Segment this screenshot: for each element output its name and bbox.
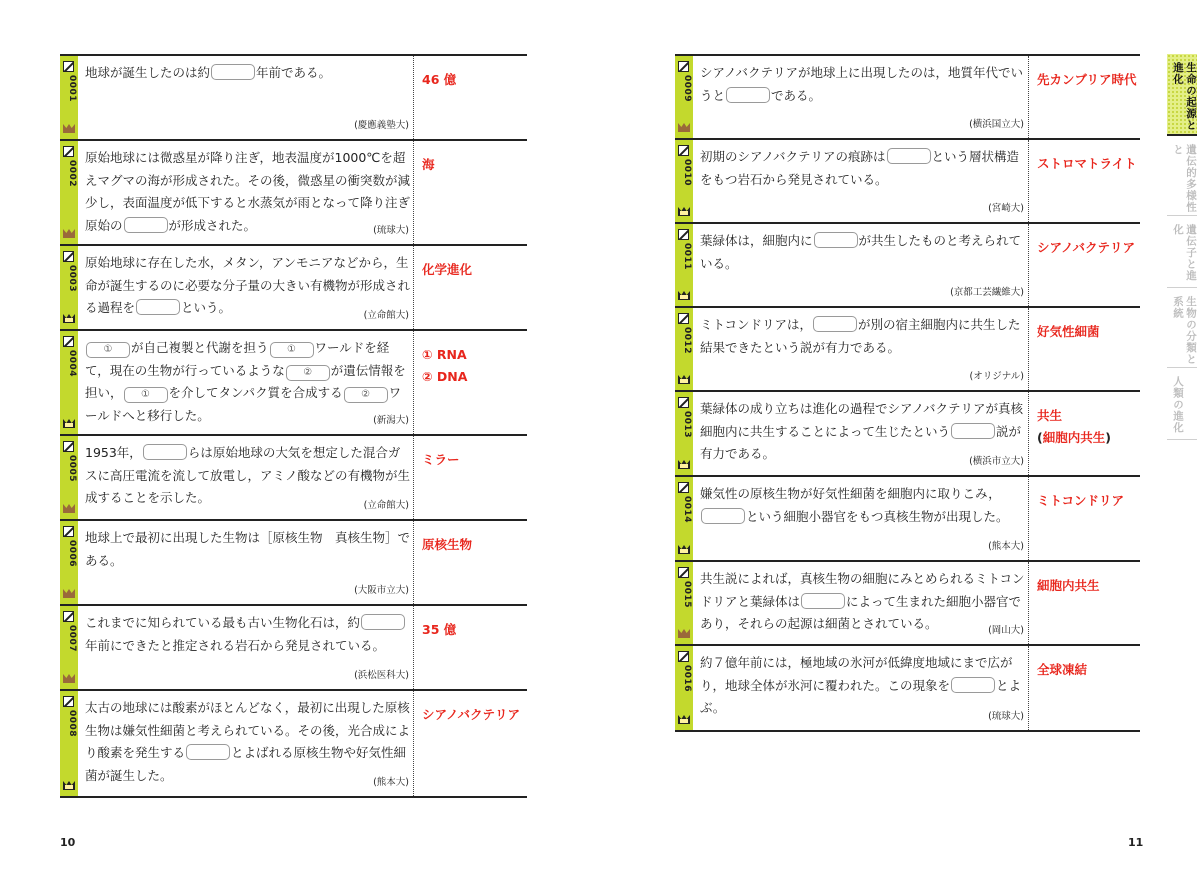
chapter-tab-label: 遺伝的多様性と — [1172, 144, 1197, 213]
answer — [1037, 659, 1087, 681]
answer — [1037, 321, 1100, 343]
answer-blank — [726, 87, 770, 103]
question-row — [60, 521, 527, 606]
question-number: 0015 — [682, 581, 692, 609]
question-text-part: が別の宿主細胞内に共生した結果できたという説が有力である。 — [700, 317, 1021, 355]
crown-icon — [63, 314, 75, 323]
dotted-divider — [413, 521, 414, 604]
answer — [422, 534, 472, 556]
answer-blank — [701, 508, 745, 524]
chapter-tab[interactable] — [1167, 136, 1197, 216]
question-text — [85, 331, 411, 427]
question-text-part: 約７億年前には，極地域の氷河が低緯度地域にまで広がり，地球全体が氷河に覆われた。この現象を — [700, 655, 1013, 693]
question-number: 0005 — [67, 455, 77, 483]
question-text-part: ミトコンドリアは， — [700, 317, 813, 332]
chapter-tab[interactable] — [1167, 288, 1197, 368]
checkbox-icon[interactable] — [678, 229, 689, 240]
dotted-divider — [1028, 562, 1029, 644]
checkbox-icon[interactable] — [63, 146, 74, 157]
question-text-part: という細胞小器官をもつ真核生物が出現した。 — [746, 508, 1009, 524]
question-row — [675, 646, 1140, 732]
chapter-tab[interactable] — [1167, 54, 1197, 136]
question-row — [675, 562, 1140, 646]
answer-line: 化学進化 — [422, 262, 473, 277]
answer-line: ミトコンドリア — [1037, 493, 1125, 508]
question-number: 0003 — [67, 265, 77, 293]
checkbox-icon[interactable] — [63, 336, 74, 347]
crown-icon — [678, 207, 690, 216]
question-band — [675, 224, 693, 306]
dotted-divider — [413, 246, 414, 329]
answer-blank: ① — [86, 342, 130, 358]
question-text-part: 嫌気性の原核生物が好気性細菌を細胞内に取りこみ， — [700, 486, 1001, 501]
checkbox-icon[interactable] — [63, 611, 74, 622]
question-band — [60, 691, 78, 796]
chapter-tab-label: 人類の進化 — [1172, 376, 1184, 434]
crown-icon — [678, 715, 690, 724]
source-label: (宮崎大) — [988, 203, 1024, 214]
answer-blank: ② — [286, 365, 330, 381]
question-band — [60, 246, 78, 329]
page-number-right: 11 — [1128, 836, 1144, 849]
crown-icon — [63, 229, 75, 238]
question-number: 0014 — [682, 496, 692, 524]
question-text-part: である。 — [771, 87, 822, 103]
question-text-part: 1953年， — [85, 445, 142, 460]
question-number: 0001 — [67, 75, 77, 103]
checkbox-icon[interactable] — [63, 696, 74, 707]
answer — [422, 449, 460, 471]
chapter-tab-label: 生物の分類と系統 — [1172, 296, 1197, 365]
answer-blank — [814, 232, 858, 248]
answer-blank — [186, 744, 230, 760]
question-text — [700, 477, 1026, 528]
dotted-divider — [413, 331, 414, 434]
question-text-part: シアノバクテリアが地球上に出現したのは，地質年代でいうと — [700, 65, 1024, 103]
question-row — [60, 606, 527, 691]
source-label: (横浜国立大) — [969, 119, 1024, 130]
question-band — [675, 308, 693, 390]
question-band — [60, 331, 78, 434]
dotted-divider — [413, 56, 414, 139]
source-label: (琉球大) — [373, 225, 409, 236]
answer — [422, 344, 467, 388]
chapter-tab[interactable] — [1167, 368, 1197, 440]
question-text — [85, 141, 411, 237]
question-text-part: 原始地球には微惑星が降り注ぎ，地表温度が1000℃を超えマグマの海が形成された。その後，微惑星の衝突数が減少し，表面温度が低下すると水蒸気が雨となって降り注ぎ原始の — [85, 150, 411, 233]
source-label: (慶應義塾大) — [354, 120, 409, 131]
question-band — [675, 56, 693, 138]
question-text-part: を介してタンパク質を合成する — [168, 385, 343, 400]
answer-line: シアノバクテリア — [1037, 240, 1136, 255]
question-number: 0004 — [67, 350, 77, 378]
question-number: 0011 — [682, 243, 692, 271]
answer — [1037, 69, 1137, 91]
answer-line: 先カンブリア時代 — [1037, 72, 1137, 87]
checkbox-icon[interactable] — [63, 441, 74, 452]
source-label: (岡山大) — [988, 625, 1024, 636]
source-label: (立命館大) — [363, 500, 409, 511]
right-page — [675, 54, 1140, 732]
question-text-part: ワールドへと移行した。 — [85, 385, 402, 423]
question-band — [60, 56, 78, 139]
question-row — [60, 691, 527, 798]
answer — [422, 704, 520, 726]
source-label: (大阪市立大) — [354, 585, 409, 596]
answer-blank: ① — [270, 342, 314, 358]
question-text — [700, 224, 1026, 275]
crown-icon — [678, 460, 690, 469]
question-text — [700, 562, 1026, 636]
question-row — [60, 141, 527, 246]
question-row — [60, 331, 527, 436]
question-text — [85, 436, 411, 510]
question-number: 0006 — [67, 540, 77, 568]
answer-blank — [951, 423, 995, 439]
dotted-divider — [1028, 392, 1029, 475]
question-text-part: とよばれる原核生物や好気性細菌が誕生した。 — [85, 745, 407, 783]
source-label: (横浜市立大) — [969, 456, 1024, 467]
answer-blank — [887, 148, 931, 164]
answer-line: 35 億 — [422, 622, 457, 637]
checkbox-icon[interactable] — [678, 313, 689, 324]
question-number: 0007 — [67, 625, 77, 653]
answer — [1037, 405, 1111, 449]
answer-blank — [801, 593, 845, 609]
answer-line: 共生 — [1037, 408, 1063, 423]
question-number: 0016 — [682, 665, 692, 693]
question-text-part: とよぶ。 — [700, 677, 1022, 715]
question-text-part: が共生したものと考えられている。 — [700, 233, 1022, 271]
question-text — [85, 521, 411, 572]
checkbox-icon[interactable] — [678, 567, 689, 578]
answer-blank — [211, 64, 255, 80]
crown-icon — [678, 375, 690, 384]
chapter-tab-label: 生命の起源と進化 — [1172, 62, 1197, 131]
dotted-divider — [1028, 308, 1029, 390]
answer-blank — [143, 444, 187, 460]
question-text — [700, 56, 1026, 107]
source-label: (オリジナル) — [969, 371, 1024, 382]
question-text — [700, 308, 1026, 359]
answer-blank — [813, 316, 857, 332]
source-label: (新潟大) — [373, 415, 409, 426]
crown-icon — [63, 589, 75, 598]
checkbox-icon[interactable] — [63, 526, 74, 537]
question-text-part: が遺伝情報を担い， — [85, 362, 406, 400]
question-row — [675, 477, 1140, 562]
question-text-part: 地球が誕生したのは約 — [85, 65, 211, 80]
answer — [422, 69, 456, 91]
checkbox-icon[interactable] — [678, 145, 689, 156]
answer-line: ① RNA — [422, 347, 467, 362]
answer-line: 海 — [422, 157, 435, 172]
question-text-part: 地球上で最初に出現した生物は［原核生物 真核生物］である。 — [85, 530, 411, 568]
dotted-divider — [1028, 477, 1029, 560]
answer-line: シアノバクテリア — [422, 707, 521, 722]
question-text-part: によって生まれた細胞小器官であり，それらの起源は細菌とされている。 — [700, 593, 1022, 631]
question-number: 0009 — [682, 75, 692, 103]
answer-blank — [136, 299, 180, 315]
dotted-divider — [1028, 224, 1029, 306]
question-text — [700, 646, 1026, 720]
dotted-divider — [413, 606, 414, 689]
question-row — [675, 308, 1140, 392]
source-label: (熊本大) — [373, 777, 409, 788]
question-number: 0002 — [67, 160, 77, 188]
question-text — [85, 246, 411, 320]
question-text — [85, 606, 411, 657]
question-text — [700, 140, 1026, 191]
question-row — [60, 246, 527, 331]
question-text-part: 葉緑体は，細胞内に — [700, 233, 813, 248]
dotted-divider — [413, 141, 414, 244]
answer-blank: ② — [344, 387, 388, 403]
source-label: (浜松医科大) — [354, 670, 409, 681]
answer-line: (細胞内共生) — [1037, 430, 1111, 445]
crown-icon — [678, 629, 690, 638]
question-band — [675, 392, 693, 475]
question-band — [60, 606, 78, 689]
source-label: (琉球大) — [988, 711, 1024, 722]
question-text-part: が自己複製と代謝を担う — [131, 340, 269, 355]
question-text-part: という層状構造をもつ岩石から発見されている。 — [700, 149, 1020, 187]
source-label: (熊本大) — [988, 541, 1024, 552]
question-text-part: 太古の地球には酸素がほとんどなく，最初に出現した原核生物は嫌気性細菌と考えられている。その後，光合成により酸素を発生する — [85, 700, 411, 760]
question-row — [60, 56, 527, 141]
checkbox-icon[interactable] — [678, 61, 689, 72]
crown-icon — [678, 123, 690, 132]
answer-blank — [361, 614, 405, 630]
answer — [422, 154, 435, 176]
question-text — [85, 691, 411, 787]
question-band — [675, 477, 693, 560]
question-text-part: 共生説によれば，真核生物の細胞にみとめられるミトコンドリアと葉緑体は — [700, 571, 1025, 609]
question-text-part: らは原始地球の大気を想定した混合ガスに高圧電流を流して放電し，アミノ酸などの有機物が生成することを示した。 — [85, 445, 411, 505]
question-number: 0012 — [682, 327, 692, 355]
answer-line: 細胞内共生 — [1037, 578, 1100, 593]
crown-icon — [63, 504, 75, 513]
question-row — [675, 56, 1140, 140]
source-label: (京都工芸繊維大) — [950, 287, 1024, 298]
question-text-part: ワールドを経て，現在の生物が行っているような — [85, 340, 390, 378]
question-row — [675, 224, 1140, 308]
answer-line: 全球凍結 — [1037, 662, 1088, 677]
answer-line: 46 億 — [422, 72, 457, 87]
answer — [422, 259, 472, 281]
answer — [1037, 575, 1100, 597]
source-label: (立命館大) — [363, 310, 409, 321]
answer-line: ② DNA — [422, 369, 468, 384]
answer-line: 原核生物 — [422, 537, 473, 552]
dotted-divider — [413, 691, 414, 796]
checkbox-icon[interactable] — [63, 61, 74, 72]
answer-blank: ① — [124, 387, 168, 403]
question-text-part: 年前にできたと推定される岩石から発見されている。 — [85, 637, 386, 653]
dotted-divider — [1028, 646, 1029, 730]
question-text-part: という。 — [181, 300, 232, 315]
question-row — [675, 392, 1140, 477]
question-text-part: これまでに知られている最も古い生物化石は，約 — [85, 615, 361, 630]
answer — [1037, 237, 1135, 259]
crown-icon — [678, 291, 690, 300]
question-band — [60, 436, 78, 519]
crown-icon — [63, 419, 75, 428]
question-band — [60, 521, 78, 604]
checkbox-icon[interactable] — [678, 397, 689, 408]
question-band — [675, 562, 693, 644]
question-text-part: 初期のシアノバクテリアの痕跡は — [700, 149, 886, 164]
dotted-divider — [1028, 56, 1029, 138]
answer-line: ミラー — [422, 452, 460, 467]
answer — [1037, 153, 1137, 175]
question-row — [675, 140, 1140, 224]
answer-blank — [951, 677, 995, 693]
checkbox-icon[interactable] — [678, 482, 689, 493]
question-text-part: 原始地球に存在した水，メタン，アンモニアなどから，生命が誕生するのに必要な分子量の大きい有機物が形成される過程を — [85, 255, 411, 315]
answer-line: ストロマトライト — [1037, 156, 1137, 171]
chapter-tab-label: 遺伝子と進化 — [1172, 224, 1197, 282]
question-row — [60, 436, 527, 521]
crown-icon — [63, 781, 75, 790]
left-page — [60, 54, 527, 798]
question-band — [675, 140, 693, 222]
answer-blank — [124, 217, 168, 233]
question-text-part: 葉緑体の成り立ちは進化の過程でシアノバクテリアが真核細胞内に共生することによって生じたという — [700, 401, 1024, 439]
question-text-part: が形成された。 — [168, 217, 257, 233]
answer-line: 好気性細菌 — [1037, 324, 1100, 339]
question-number: 0013 — [682, 411, 692, 439]
question-band — [60, 141, 78, 244]
dotted-divider — [1028, 140, 1029, 222]
crown-icon — [63, 674, 75, 683]
dotted-divider — [413, 436, 414, 519]
question-number: 0008 — [67, 710, 77, 738]
answer — [422, 619, 456, 641]
question-text-part: 年前である。 — [256, 65, 332, 80]
crown-icon — [678, 545, 690, 554]
checkbox-icon[interactable] — [678, 651, 689, 662]
chapter-tab[interactable] — [1167, 216, 1197, 288]
page-number-left: 10 — [60, 836, 76, 849]
answer — [1037, 490, 1124, 512]
crown-icon — [63, 124, 75, 133]
question-number: 0010 — [682, 159, 692, 187]
checkbox-icon[interactable] — [63, 251, 74, 262]
question-text-part: 説が有力である。 — [700, 423, 1022, 461]
question-band — [675, 646, 693, 730]
chapter-tabs — [1167, 54, 1197, 440]
question-text — [85, 56, 411, 85]
